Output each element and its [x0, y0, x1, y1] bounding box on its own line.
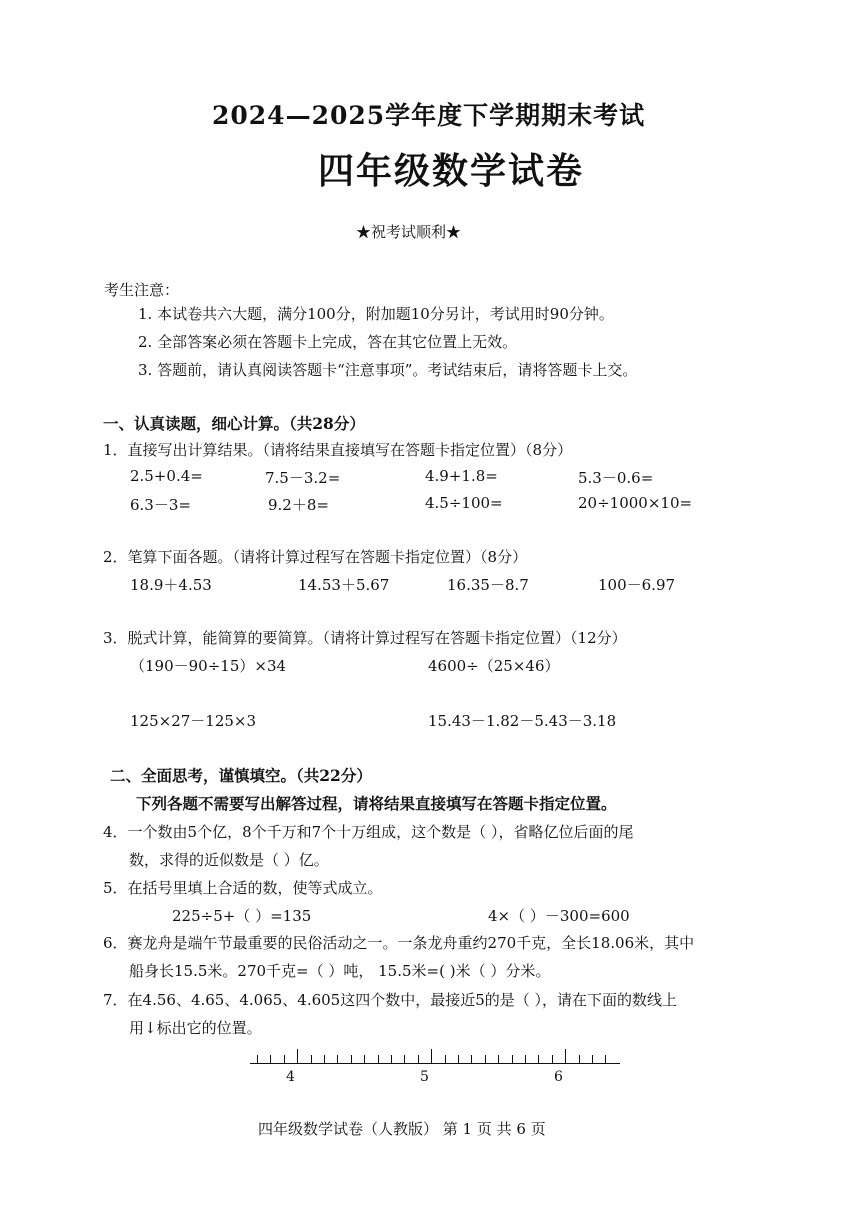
number-line-tick: [378, 1055, 379, 1063]
q5-equation-1: 225÷5+（ ）=135: [172, 907, 312, 925]
number-line-tick: [257, 1055, 258, 1063]
number-line-axis: [250, 1063, 620, 1064]
number-line-label-4: 4: [286, 1069, 295, 1085]
number-line-tick: [579, 1055, 580, 1063]
q3-expr: 15.43－1.82－5.43－3.18: [428, 712, 617, 730]
q1-expr: 4.9+1.8=: [425, 467, 498, 485]
notice-item-1: 1. 本试卷共六大题，满分100分，附加题10分另计，考试用时90分钟。: [138, 305, 614, 323]
q3-text: 3．脱式计算，能简算的要简算。（请将计算过程写在答题卡指定位置）（12分）: [103, 629, 627, 647]
number-line-tick: [458, 1055, 459, 1063]
notice-heading: 考生注意：: [104, 281, 180, 299]
q2-text: 2．笔算下面各题。（请将计算过程写在答题卡指定位置）（8分）: [103, 548, 528, 566]
number-line-tick: [552, 1055, 553, 1063]
exam-title-line1: 2024—2025学年度下学期期末考试: [212, 101, 646, 130]
q7-line2: 用↓标出它的位置。: [129, 1019, 262, 1037]
q3-expr: （190－90÷15）×34: [130, 657, 287, 675]
number-line-tick: [297, 1049, 298, 1063]
number-line-tick: [605, 1055, 606, 1063]
q5-equation-2: 4×（ ）－300=600: [488, 907, 630, 925]
q2-expr: 16.35－8.7: [447, 576, 529, 594]
q2-expr: 18.9＋4.53: [130, 576, 212, 594]
q1-text: 1．直接写出计算结果。（请将结果直接填写在答题卡指定位置）（8分）: [103, 441, 573, 459]
number-line-tick: [311, 1055, 312, 1063]
number-line-tick: [592, 1055, 593, 1063]
q3-expr: 125×27－125×3: [130, 712, 257, 730]
q6-line1: 6．赛龙舟是端午节最重要的民俗活动之一。一条龙舟重约270千克，全长18.06米，其中: [103, 934, 695, 952]
number-line-tick: [284, 1055, 285, 1063]
number-line-tick: [364, 1055, 365, 1063]
notice-item-2: 2. 全部答案必须在答题卡上完成，答在其它位置上无效。: [138, 333, 518, 351]
q1-expr: 9.2＋8=: [268, 496, 329, 514]
notice-item-3: 3. 答题前，请认真阅读答题卡“注意事项”。考试结束后，请将答题卡上交。: [138, 361, 638, 379]
section2-instruction: 下列各题不需要写出解答过程，请将结果直接填写在答题卡指定位置。: [136, 794, 617, 813]
q1-expr: 5.3－0.6=: [578, 469, 654, 487]
number-line-tick: [498, 1055, 499, 1063]
number-line-tick: [512, 1055, 513, 1063]
q6-line2: 船身长15.5米。270千克=（ ）吨， 15.5米=( )米（ ）分米。: [129, 962, 551, 980]
blessing-text: ★祝考试顺利★: [356, 223, 462, 241]
exam-title-line2: 四年级数学试卷: [318, 150, 585, 192]
number-line-tick: [565, 1049, 566, 1063]
number-line-tick: [471, 1055, 472, 1063]
section2-title: 二、全面思考，谨慎填空。（共22分）: [110, 766, 372, 785]
q2-expr: 100－6.97: [598, 576, 676, 594]
q1-expr: 6.3－3=: [130, 496, 191, 514]
number-line-tick: [351, 1055, 352, 1063]
number-line-tick: [391, 1055, 392, 1063]
q1-expr: 20÷1000×10=: [578, 494, 693, 512]
q1-expr: 4.5÷100=: [425, 494, 503, 512]
number-line-tick: [337, 1055, 338, 1063]
q4-line1: 4．一个数由5个亿，8个千万和7个十万组成，这个数是（ ），省略亿位后面的尾: [103, 823, 634, 841]
number-line-tick: [431, 1049, 432, 1063]
q1-expr: 7.5－3.2=: [265, 469, 341, 487]
q5-line1: 5．在括号里填上合适的数，使等式成立。: [103, 879, 383, 897]
number-line-tick: [485, 1055, 486, 1063]
q2-expr: 14.53＋5.67: [298, 576, 390, 594]
q3-expr: 4600÷（25×46）: [428, 657, 560, 675]
q7-line1: 7．在4.56、4.65、4.065、4.605这四个数中，最接近5的是（ ），请在下面的数线上: [103, 991, 678, 1009]
q4-line2: 数，求得的近似数是（ ）亿。: [129, 851, 329, 869]
page-footer: 四年级数学试卷（人教版） 第 1 页 共 6 页: [258, 1120, 546, 1138]
number-line-tick: [538, 1055, 539, 1063]
number-line-tick: [404, 1055, 405, 1063]
number-line-label-5: 5: [420, 1069, 429, 1085]
q1-expr: 2.5+0.4=: [130, 467, 203, 485]
number-line-tick: [418, 1055, 419, 1063]
number-line-tick: [270, 1055, 271, 1063]
number-line-tick: [324, 1055, 325, 1063]
number-line-label-6: 6: [554, 1069, 563, 1085]
number-line-tick: [525, 1055, 526, 1063]
number-line: [250, 1045, 630, 1085]
section1-title: 一、认真读题，细心计算。（共28分）: [103, 414, 365, 433]
number-line-tick: [445, 1055, 446, 1063]
